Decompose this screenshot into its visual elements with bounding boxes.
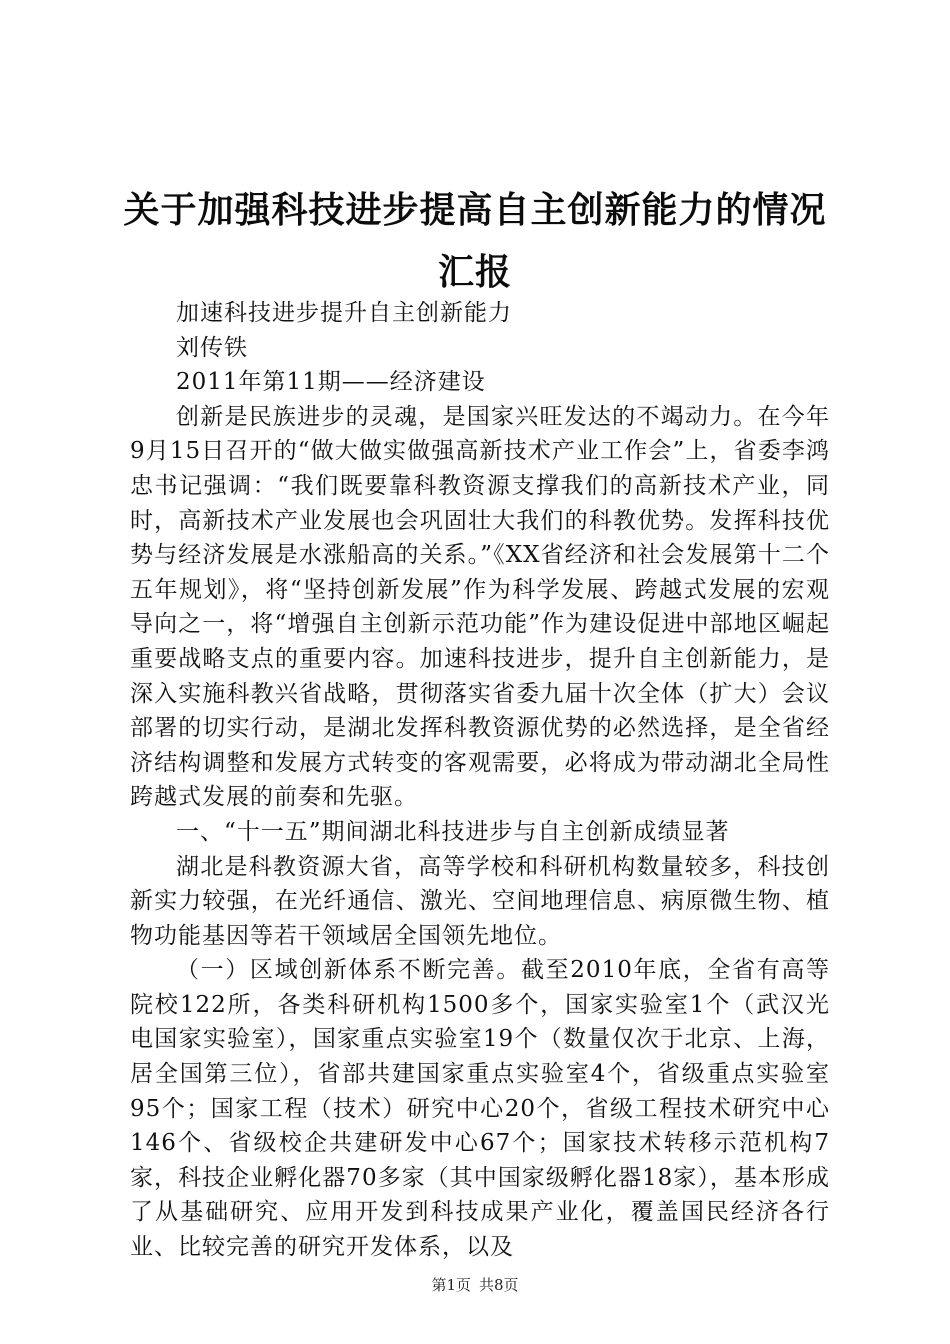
paragraph: 创新是民族进步的灵魂，是国家兴旺发达的不竭动力。在今年9月15日召开的“做大做实做强高新技术产业工作会”上，省委李鸿忠书记强调：“我们既要靠科教资源支撑我们的高新技术产业，同时，高新技术产业发展也会巩固壮大我们的科教优势。发挥科技优势与经济发展是水涨船高的关系。”《XX省经济和社会发展第十二个五年规划》，将“坚持创新发展”作为科学发展、跨越式发展的宏观导向之一，将“增强自主创新示范功能”作为建设促进中部地区崛起重要战略支点的重要内容。加速科技进步，提升自主创新能力，是深入实施科教兴省战略，贯彻落实省委九届十次全体（扩大）会议部署的切实行动，是湖北发挥科教资源优势的必然选择，是全省经济结构调整和发展方式转变的客观需要，必将成为带动湖北全局性跨越式发展的前奏和先驱。 [130, 403, 830, 811]
paragraph: （一）区域创新体系不断完善。截至2010年底，全省有高等院校122所，各类科研机构1500多个，国家实验室1个（武汉光电国家实验室），国家重点实验室19个（数量仅次于北京、上海，居全国第三位），省部共建国家重点实验室4个，省级重点实验室95个；国家工程（技术）研究中心20个，省级工程技术研究中心146个、省级校企共建研发中心67个；国家技术转移示范机构7家，科技企业孵化器70多家（其中国家级孵化器18家），基本形成了从基础研究、应用开发到科技成果产业化，覆盖国民经济各行业、比较完善的研究开发体系，以及 [130, 957, 830, 1261]
page-footer [0, 1275, 950, 1295]
section-heading: 一、“十一五”期间湖北科技进步与自主创新成绩显著 [176, 818, 730, 845]
subtitle: 加速科技进步提升自主创新能力 [176, 300, 512, 326]
page-total: 共8页 [479, 1276, 519, 1294]
document-body [130, 296, 830, 1265]
paragraph: 湖北是科教资源大省，高等学校和科研机构数量较多，科技创新实力较强，在光纤通信、激光、空间地理信息、病原微生物、植物功能基因等若干领域居全国领先地位。 [130, 853, 830, 949]
document-title: 关于加强科技进步提高自主创新能力的情况汇报 [123, 190, 827, 293]
page-number: 第1页 [431, 1276, 471, 1294]
author: 刘传铁 [176, 334, 248, 361]
issue-info: 2011年第11期——经济建设 [176, 369, 486, 396]
